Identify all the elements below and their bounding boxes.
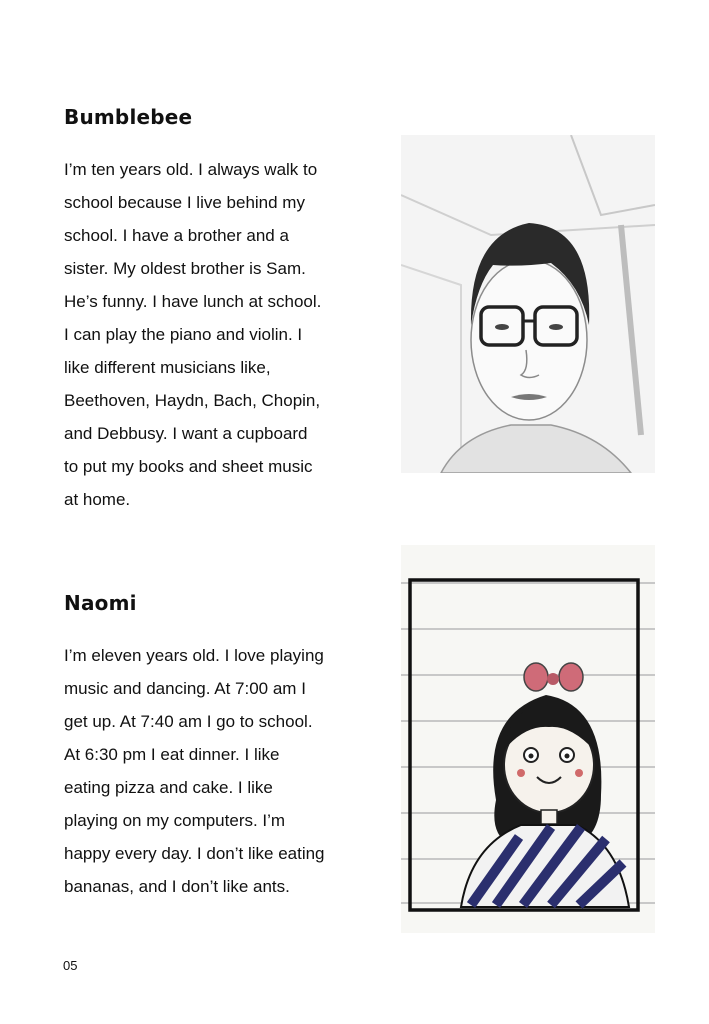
text-line: at home. (64, 490, 131, 509)
text-line: like different musicians like, (64, 358, 271, 377)
text-line: school. I have a brother and a (64, 226, 289, 245)
page-number: 05 (63, 958, 78, 973)
text-line: music and dancing. At 7:00 am I (64, 679, 306, 698)
text-line: get up. At 7:40 am I go to school. (64, 712, 313, 731)
text-line: I can play the piano and violin. I (64, 325, 303, 344)
text-line: to put my books and sheet music (64, 457, 313, 476)
text-line: Beethoven, Haydn, Bach, Chopin, (64, 391, 321, 410)
text-line: I’m ten years old. I always walk to (64, 160, 318, 179)
entry-text-naomi (64, 639, 364, 903)
text-line: playing on my computers. I’m (64, 811, 286, 830)
text-line: sister. My oldest brother is Sam. (64, 259, 306, 278)
text-line: At 6:30 pm I eat dinner. I like (64, 745, 280, 764)
entry-text-bumblebee (64, 153, 364, 516)
entry-name-naomi: Naomi (64, 591, 137, 615)
text-line: and Debbusy. I want a cupboard (64, 424, 308, 443)
text-line: He’s funny. I have lunch at school. (64, 292, 322, 311)
text-line: eating pizza and cake. I like (64, 778, 273, 797)
text-line: bananas, and I don’t like ants. (64, 877, 290, 896)
entry-name-bumblebee: Bumblebee (64, 105, 193, 129)
text-line: I’m eleven years old. I love playing (64, 646, 324, 665)
text-line: school because I live behind my (64, 193, 305, 212)
naomi-drawing-image (401, 545, 655, 933)
text-line: happy every day. I don’t like eating (64, 844, 325, 863)
bumblebee-portrait-photo (401, 135, 655, 473)
